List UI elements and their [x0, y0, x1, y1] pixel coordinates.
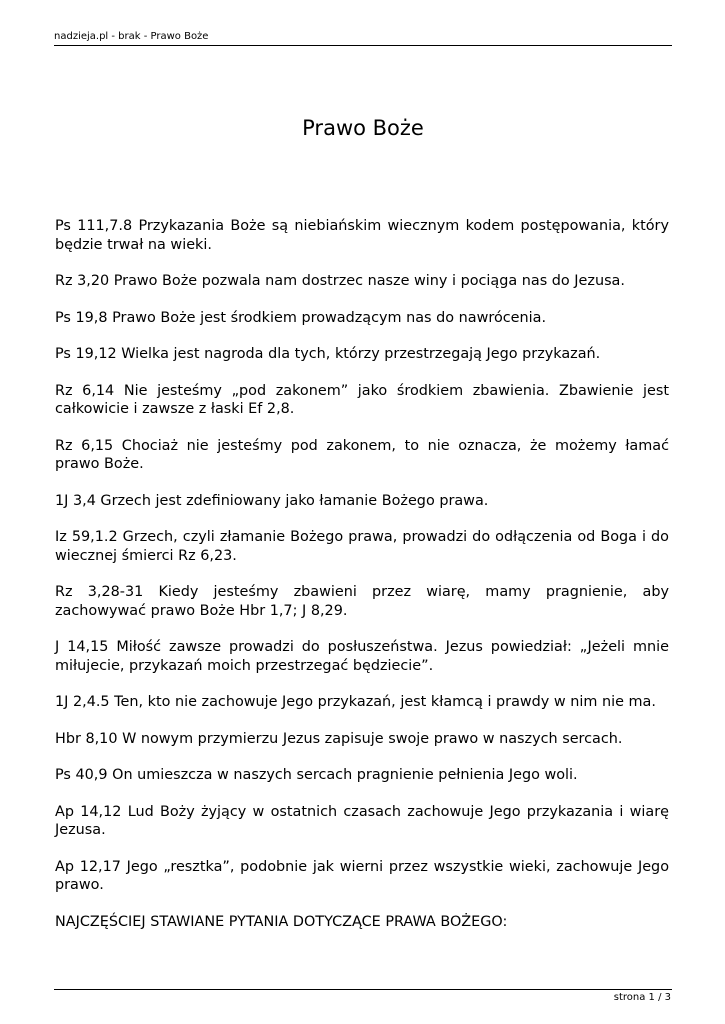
- paragraph: J 14,15 Miłość zawsze prowadzi do posłuszeństwa. Jezus powiedział: „Jeżeli mnie miłujecie, przykazań moich przestrzegać będziecie”.: [55, 639, 669, 674]
- document-title: Prawo Boże: [302, 116, 424, 140]
- section-heading: NAJCZĘŚCIEJ STAWIANE PYTANIA DOTYCZĄCE PRAWA BOŻEGO:: [55, 913, 508, 930]
- paragraph: 1J 3,4 Grzech jest zdefiniowany jako łamanie Bożego prawa.: [55, 492, 489, 509]
- paragraph: Ap 12,17 Jego „resztka”, podobnie jak wierni przez wszystkie wieki, zachowuje Jego prawo.: [55, 858, 669, 893]
- paragraph: Iz 59,1.2 Grzech, czyli złamanie Bożego prawa, prowadzi do odłączenia od Boga i do wiecznej śmierci Rz 6,23.: [55, 529, 669, 564]
- paragraph: Ps 111,7.8 Przykazania Boże są niebiańskim wiecznym kodem postępowania, który będzie trwał na wieki.: [55, 218, 669, 253]
- paragraph: Ps 19,12 Wielka jest nagroda dla tych, którzy przestrzegają Jego przykazań.: [55, 346, 601, 362]
- header-divider: [54, 45, 672, 46]
- paragraph: Rz 3,20 Prawo Boże pozwala nam dostrzec nasze winy i pociąga nas do Jezusa.: [55, 273, 625, 289]
- page-header: nadzieja.pl - brak - Prawo Boże: [54, 31, 209, 42]
- footer-divider: [54, 989, 672, 990]
- paragraph: Ps 40,9 On umieszcza w naszych sercach pragnienie pełnienia Jego woli.: [55, 767, 578, 783]
- paragraph: 1J 2,4.5 Ten, kto nie zachowuje Jego przykazań, jest kłamcą i prawdy w nim nie ma.: [55, 694, 656, 710]
- paragraph: Hbr 8,10 W nowym przymierzu Jezus zapisuje swoje prawo w naszych sercach.: [55, 730, 623, 747]
- document-body: [55, 217, 669, 949]
- paragraph: Rz 6,15 Chociaż nie jesteśmy pod zakonem, to nie oznacza, że możemy łamać prawo Boże.: [55, 437, 669, 472]
- page-number: strona 1 / 3: [613, 992, 671, 1003]
- paragraph: Ap 14,12 Lud Boży żyjący w ostatnich czasach zachowuje Jego przykazania i wiarę Jezusa.: [55, 803, 669, 838]
- paragraph: Rz 6,14 Nie jesteśmy „pod zakonem” jako środkiem zbawienia. Zbawienie jest całkowicie i zawsze z łaski Ef 2,8.: [55, 382, 669, 417]
- paragraph: Rz 3,28-31 Kiedy jesteśmy zbawieni przez wiarę, mamy pragnienie, aby zachowywać prawo Boże Hbr 1,7; J 8,29.: [55, 584, 669, 619]
- paragraph: Ps 19,8 Prawo Boże jest środkiem prowadzącym nas do nawrócenia.: [55, 309, 547, 326]
